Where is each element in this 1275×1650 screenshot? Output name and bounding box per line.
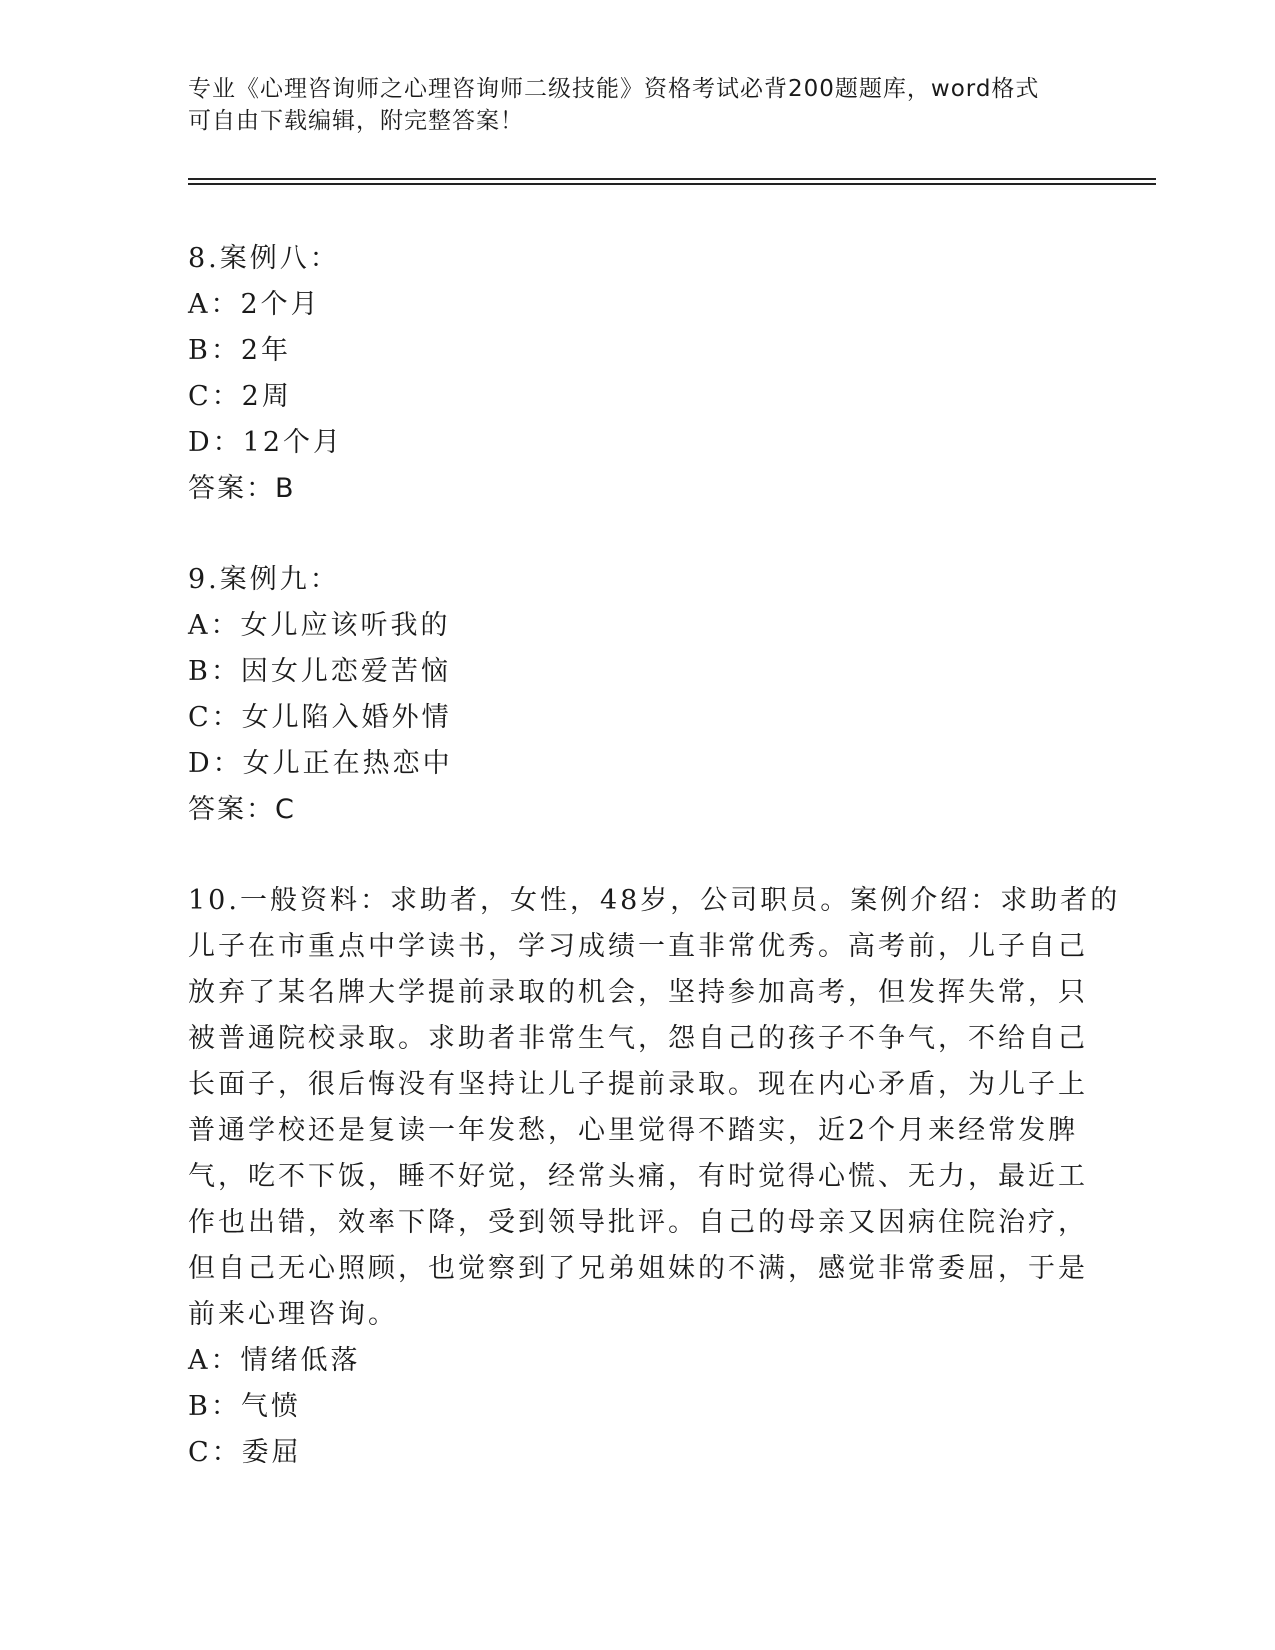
question-8-option-d: D：12个月: [188, 427, 344, 458]
question-10-stem-line: 被普通院校录取。求助者非常生气，怨自己的孩子不争气，不给自己: [188, 1023, 1088, 1054]
header-divider-top: [188, 178, 1156, 180]
question-spacer: [188, 833, 1088, 878]
question-8-option-a: A：2个月: [188, 289, 321, 320]
question-9-option-a: A：女儿应该听我的: [188, 610, 451, 641]
header-line-1: 专业《心理咨询师之心理咨询师二级技能》资格考试必背200题题库，word格式: [188, 76, 1040, 102]
question-10: [188, 878, 1121, 1476]
question-10-stem: [188, 878, 1121, 1338]
question-9-title: 9.案例九：: [188, 564, 340, 595]
question-10-stem-line: 儿子在市重点中学读书，学习成绩一直非常优秀。高考前，儿子自己: [188, 931, 1088, 962]
question-10-option-c: C：委屈: [188, 1437, 302, 1468]
question-8-answer: 答案：B: [188, 473, 296, 504]
question-8-title: 8.案例八：: [188, 243, 340, 274]
question-10-option-a: A：情绪低落: [188, 1345, 361, 1376]
question-10-stem-line: 普通学校还是复读一年发愁，心里觉得不踏实，近2个月来经常发脾: [188, 1115, 1079, 1146]
question-8-option-c: C：2周: [188, 381, 292, 412]
document-header: [188, 73, 1088, 137]
question-10-stem-line: 10.一般资料：求助者，女性，48岁，公司职员。案例介绍：求助者的: [188, 885, 1121, 916]
header-line-2: 可自由下载编辑，附完整答案！: [188, 108, 524, 134]
question-10-stem-line: 放弃了某名牌大学提前录取的机会，坚持参加高考，但发挥失常，只: [188, 977, 1088, 1008]
question-spacer: [188, 512, 1088, 557]
question-9: [188, 557, 1088, 833]
question-list: [188, 236, 1121, 1476]
question-10-stem-line: 气，吃不下饭，睡不好觉，经常头痛，有时觉得心慌、无力，最近工: [188, 1161, 1088, 1192]
question-9-option-b: B：因女儿恋爱苦恼: [188, 656, 451, 687]
question-8: [188, 236, 1088, 512]
header-divider-bottom: [188, 183, 1156, 185]
question-10-stem-line: 但自己无心照顾，也觉察到了兄弟姐妹的不满，感觉非常委屈，于是: [188, 1253, 1088, 1284]
question-9-option-d: D：女儿正在热恋中: [188, 748, 453, 779]
question-10-option-b: B：气愤: [188, 1391, 301, 1422]
question-10-stem-line: 前来心理咨询。: [188, 1299, 398, 1330]
question-8-option-b: B：2年: [188, 335, 292, 366]
question-9-option-c: C：女儿陷入婚外情: [188, 702, 452, 733]
question-10-stem-line: 长面子，很后悔没有坚持让儿子提前录取。现在内心矛盾，为儿子上: [188, 1069, 1088, 1100]
question-9-answer: 答案：C: [188, 794, 296, 825]
question-10-stem-line: 作也出错，效率下降，受到领导批评。自己的母亲又因病住院治疗，: [188, 1207, 1088, 1238]
